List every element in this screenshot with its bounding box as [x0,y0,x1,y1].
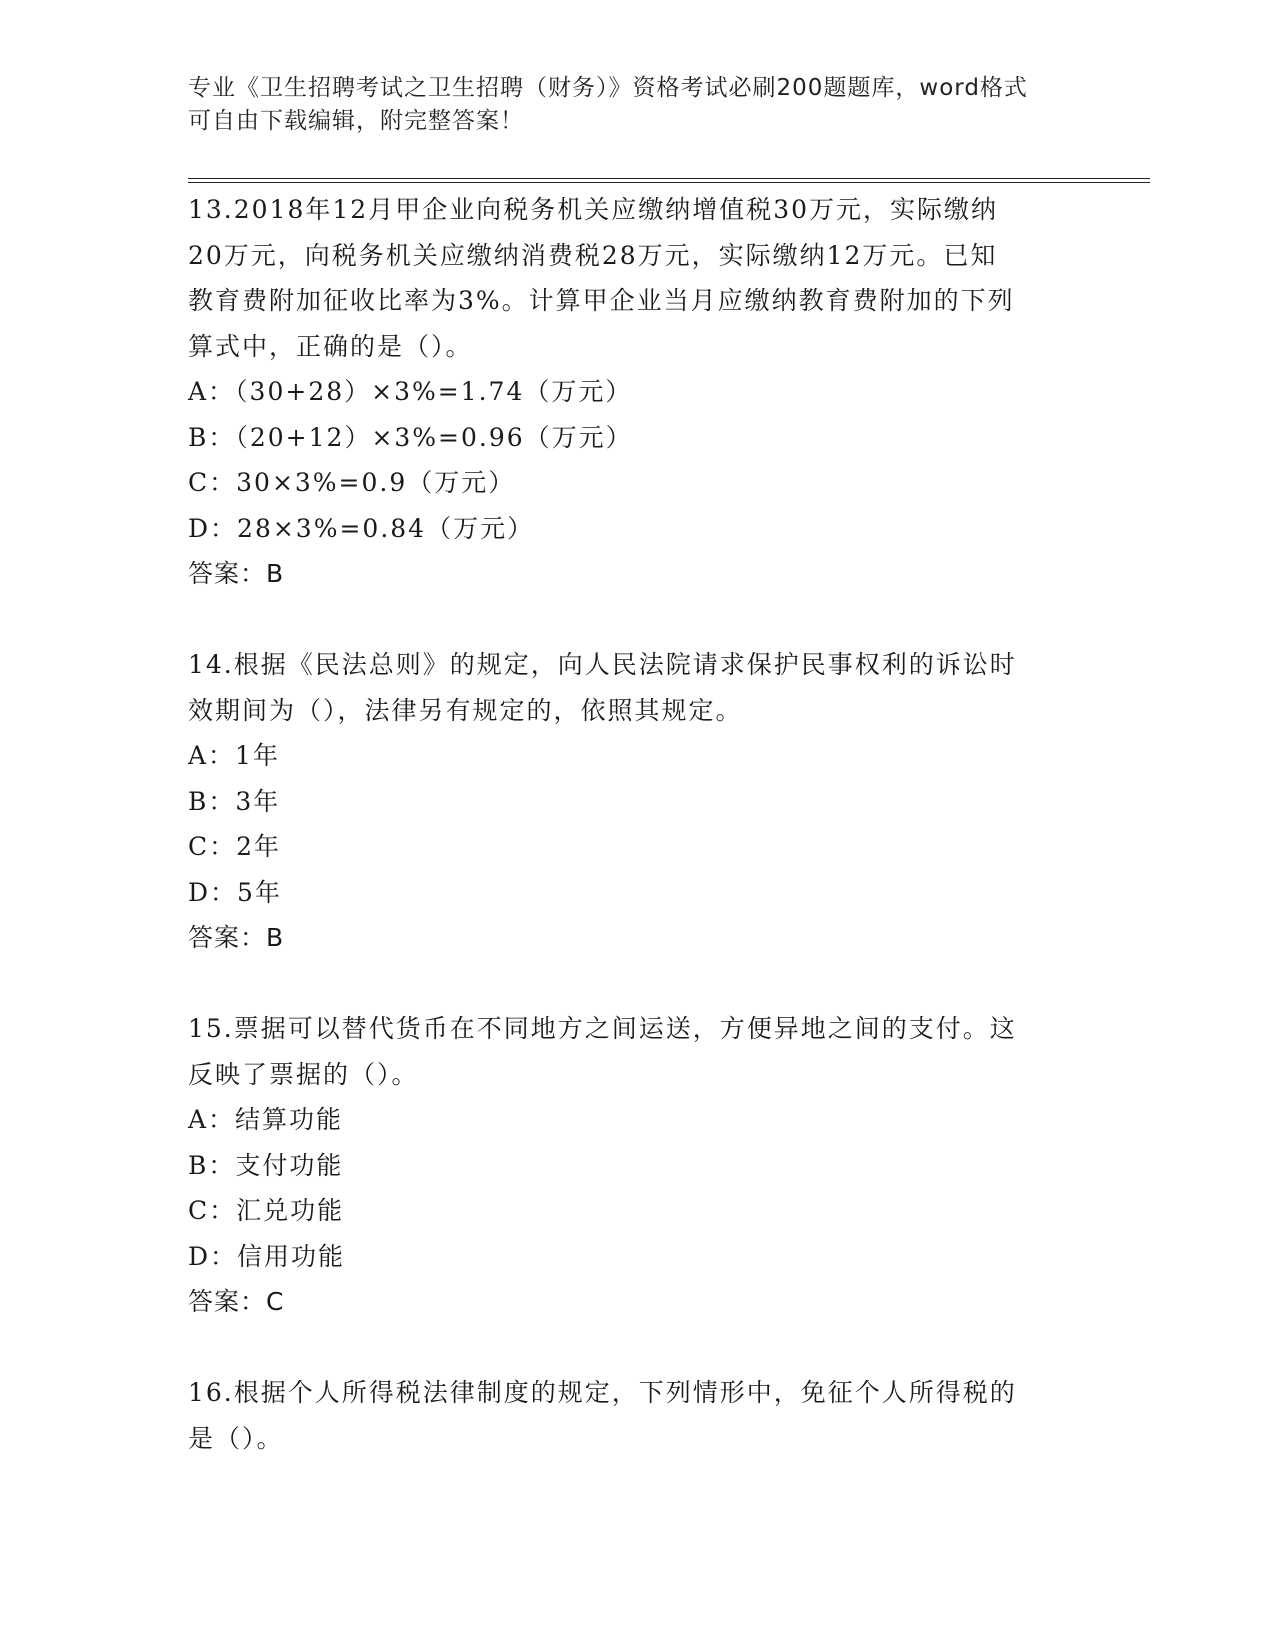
question-stem [188,187,1078,369]
question-list [188,187,1078,1461]
page-header [188,72,1068,138]
answer-label: 答案：C [188,1287,285,1316]
option-b: B：3年 [188,786,281,816]
option-c: C：30×3%=0.9（万元） [188,468,516,497]
header-line-2: 可自由下载编辑，附完整答案！ [188,108,524,134]
question-gap [188,597,1078,643]
option-d: D：28×3%=0.84（万元） [188,513,535,543]
stem-line: 算式中，正确的是（）。 [188,331,473,361]
question-15 [188,1006,1078,1325]
stem-line: 15.票据可以替代货币在不同地方之间运送，方便异地之间的支付。这 [188,1014,1017,1043]
answer-label: 答案：B [188,559,285,588]
stem-line: 14.根据《民法总则》的规定，向人民法院请求保护民事权利的诉讼时 [188,650,1017,679]
question-stem [188,1006,1078,1097]
stem-line: 教育费附加征收比率为3%。计算甲企业当月应缴纳教育费附加的下列 [188,286,1015,315]
question-stem [188,642,1078,733]
option-c: C：2年 [188,832,282,861]
stem-line: 效期间为（），法律另有规定的，依照其规定。 [188,695,743,725]
header-divider-top [188,178,1150,179]
question-gap [188,1325,1078,1371]
stem-line: 13.2018年12月甲企业向税务机关应缴纳增值税30万元，实际缴纳 [188,195,999,224]
question-16 [188,1370,1078,1461]
stem-line: 16.根据个人所得税法律制度的规定，下列情形中，免征个人所得税的 [188,1378,1017,1407]
option-b: B：支付功能 [188,1150,344,1180]
option-a: A：（30+28）×3%=1.74（万元） [188,377,633,406]
question-gap [188,961,1078,1007]
option-b: B：（20+12）×3%=0.96（万元） [188,422,633,452]
question-14 [188,642,1078,961]
option-c: C：汇兑功能 [188,1196,345,1225]
option-d: D：5年 [188,877,282,907]
option-a: A：1年 [188,741,280,770]
question-stem [188,1370,1078,1461]
option-a: A：结算功能 [188,1105,344,1134]
stem-line: 反映了票据的（）。 [188,1059,419,1089]
stem-line: 是（）。 [188,1423,284,1453]
stem-line: 20万元，向税务机关应缴纳消费税28万元，实际缴纳12万元。已知 [188,240,998,270]
header-line-1: 专业《卫生招聘考试之卫生招聘（财务）》资格考试必刷200题题库，word格式 [188,75,1028,101]
question-13 [188,187,1078,597]
option-d: D：信用功能 [188,1241,346,1271]
answer-label: 答案：B [188,923,285,952]
header-divider-bottom [188,182,1150,183]
